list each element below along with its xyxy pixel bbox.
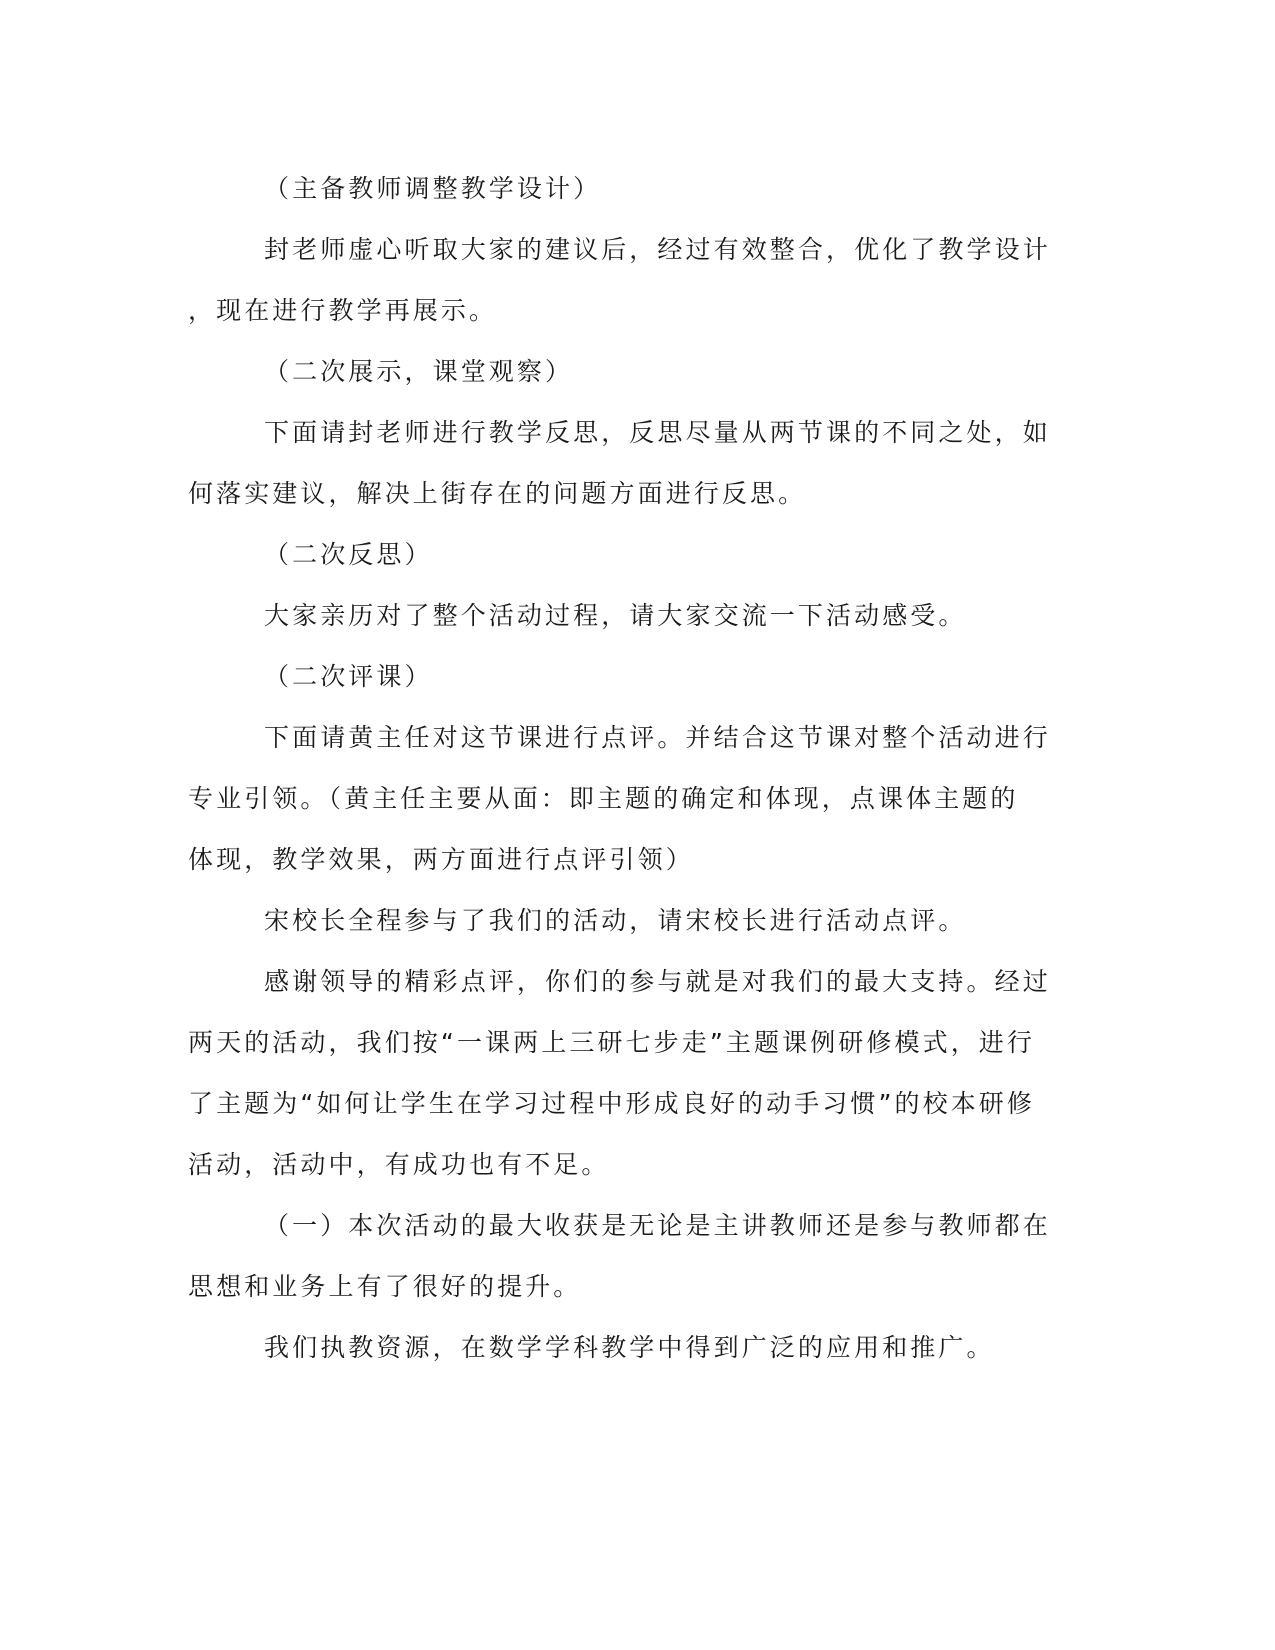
paragraph-line: 下面请封老师进行教学反思，反思尽量从两节课的不同之处，如: [264, 418, 1051, 447]
paragraph-line: （二次反思）: [264, 540, 433, 569]
paragraph-line: （主备教师调整教学设计）: [264, 174, 602, 203]
paragraph-line: ，现在进行教学再展示。: [188, 296, 498, 325]
paragraph-line: （二次评课）: [264, 662, 433, 691]
paragraph-line: 宋校长全程参与了我们的活动，请宋校长进行活动点评。: [264, 906, 967, 935]
paragraph-line: （二次展示，课堂观察）: [264, 357, 574, 386]
paragraph-line: 下面请黄主任对这节课进行点评。并结合这节课对整个活动进行: [264, 723, 1051, 752]
paragraph-line: 思想和业务上有了很好的提升。: [188, 1272, 582, 1301]
paragraph-line: 感谢领导的精彩点评，你们的参与就是对我们的最大支持。经过: [264, 967, 1051, 996]
paragraph-line: 了主题为“如何让学生在学习过程中形成良好的动手习惯”的校本研修: [188, 1089, 1036, 1118]
paragraph-line: 活动，活动中，有成功也有不足。: [188, 1150, 610, 1179]
paragraph-line: 何落实建议，解决上街存在的问题方面进行反思。: [188, 479, 807, 508]
paragraph-line: 两天的活动，我们按“一课两上三研七步走”主题课例研修模式，进行: [188, 1028, 1036, 1057]
paragraph-line: 大家亲历对了整个活动过程，请大家交流一下活动感受。: [264, 601, 967, 630]
paragraph-line: （一）本次活动的最大收获是无论是主讲教师还是参与教师都在: [264, 1211, 1051, 1240]
paragraph-line: 封老师虚心听取大家的建议后，经过有效整合，优化了教学设计: [264, 235, 1051, 264]
paragraph-line: 专业引领。（黄主任主要从面：即主题的确定和体现，点课体主题的: [188, 784, 1019, 813]
paragraph-line: 体现，教学效果，两方面进行点评引领）: [188, 845, 694, 874]
paragraph-line: 我们执教资源，在数学学科教学中得到广泛的应用和推广。: [264, 1333, 995, 1362]
